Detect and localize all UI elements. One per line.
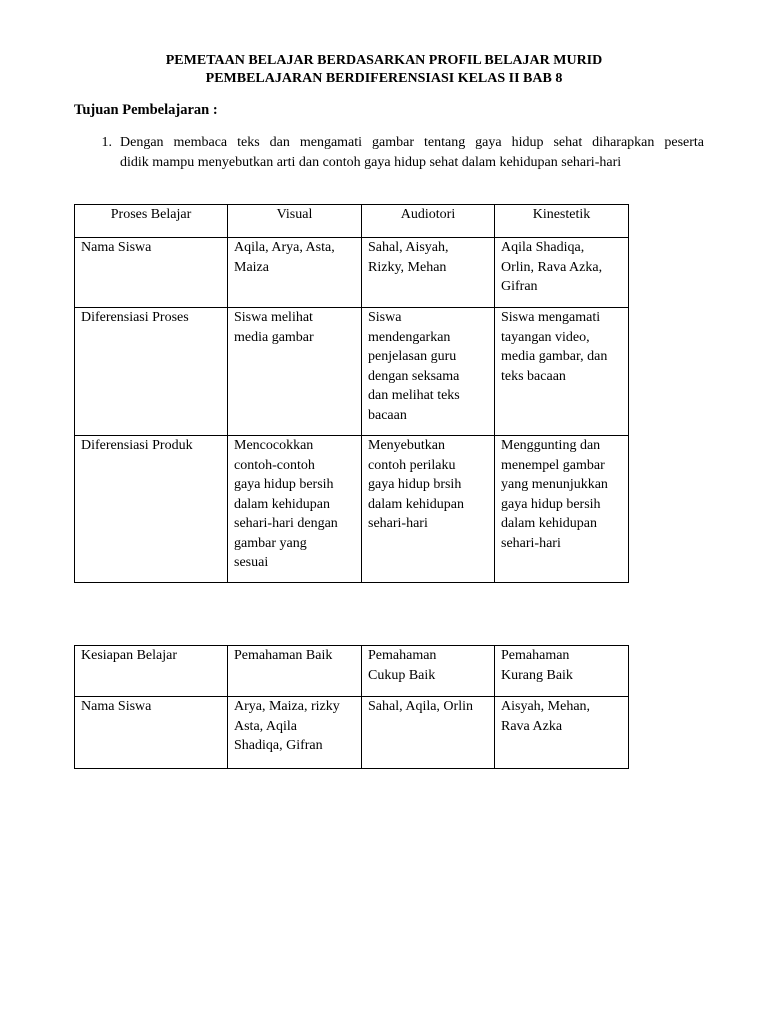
cell-line: bacaan bbox=[368, 407, 407, 423]
cell-line: contoh perilaku bbox=[368, 457, 456, 473]
cell-line: Sahal, Aqila, Orlin bbox=[368, 699, 473, 714]
cell-line: dengan seksama bbox=[368, 368, 460, 384]
cell-line: tayangan video, bbox=[501, 329, 590, 345]
objective-text-line: Dengan membaca teks dan mengamati gambar tentang gaya hidup sehat diharapkan peserta bbox=[120, 135, 704, 150]
cell-line: Cukup Baik bbox=[368, 667, 436, 683]
cell-line: sehari-hari bbox=[368, 516, 428, 531]
cell-line: Aqila Shadiqa, bbox=[501, 240, 585, 255]
header-cell-fair bbox=[362, 646, 495, 697]
cell-line: gambar yang bbox=[234, 535, 307, 551]
objective-text-line: didik mampu menyebutkan arti dan contoh gaya hidup sehat dalam kehidupan sehari-hari bbox=[120, 155, 622, 170]
cell-line: menempel gambar bbox=[501, 457, 605, 473]
objective-heading: Tujuan Pembelajaran : bbox=[74, 102, 218, 118]
cell-line: Pemahaman bbox=[501, 648, 570, 663]
cell-line: gaya hidup brsih bbox=[368, 477, 462, 492]
cell-audiotori bbox=[362, 436, 495, 583]
cell-line: Arya, Maiza, rizky bbox=[234, 699, 340, 714]
cell-line: penjelasan guru bbox=[368, 349, 457, 364]
cell-line: dalam kehidupan bbox=[234, 496, 331, 512]
learning-style-table bbox=[74, 204, 629, 583]
header-cell-good bbox=[228, 646, 362, 697]
cell-audiotori bbox=[362, 238, 495, 308]
objective-list bbox=[74, 133, 704, 173]
cell-line: Gifran bbox=[501, 279, 538, 294]
cell-line: Pemahaman bbox=[368, 648, 437, 663]
cell-line: Orlin, Rava Azka, bbox=[501, 259, 603, 275]
cell-line: Siswa melihat bbox=[234, 310, 313, 325]
cell-line: teks bacaan bbox=[501, 368, 566, 384]
cell-visual bbox=[228, 308, 362, 436]
header-cell-process: Proses Belajar bbox=[75, 205, 228, 238]
row-label: Diferensiasi Produk bbox=[75, 436, 228, 583]
row-label: Nama Siswa bbox=[75, 238, 228, 308]
cell-line: Pemahaman Baik bbox=[234, 648, 333, 663]
cell-line: Kurang Baik bbox=[501, 667, 573, 683]
cell-line: Menyebutkan bbox=[368, 438, 445, 453]
row-label: Diferensiasi Proses bbox=[75, 308, 228, 436]
cell-line: Siswa bbox=[368, 310, 402, 325]
cell-kinestetik bbox=[495, 436, 629, 583]
cell-line: Rizky, Mehan bbox=[368, 259, 447, 275]
document-title-line-2: PEMBELAJARAN BERDIFERENSIASI KELAS II BAB 8 bbox=[205, 71, 563, 86]
header-cell-kinestetik: Kinestetik bbox=[495, 205, 629, 238]
row-label: Nama Siswa bbox=[75, 697, 228, 769]
objective-text bbox=[120, 133, 704, 173]
cell-poor bbox=[495, 697, 629, 769]
cell-line: Aqila, Arya, Asta, bbox=[234, 240, 335, 255]
header-cell-poor bbox=[495, 646, 629, 697]
cell-kinestetik bbox=[495, 238, 629, 308]
cell-line: media gambar, dan bbox=[501, 349, 608, 364]
cell-line: yang menunjukkan bbox=[501, 477, 608, 492]
cell-line: Rava Azka bbox=[501, 718, 563, 734]
cell-line: Asta, Aqila bbox=[234, 718, 297, 734]
table-header-row bbox=[75, 646, 629, 697]
document-title-line-1: PEMETAAN BELAJAR BERDASARKAN PROFIL BELAJAR MURID bbox=[165, 53, 603, 68]
objective-item bbox=[74, 133, 704, 173]
table-row bbox=[75, 238, 629, 308]
cell-line: Sahal, Aisyah, bbox=[368, 240, 449, 255]
cell-line: dalam kehidupan bbox=[368, 496, 465, 512]
cell-visual bbox=[228, 238, 362, 308]
objective-number: 1. bbox=[101, 135, 112, 150]
cell-line: contoh-contoh bbox=[234, 457, 315, 473]
cell-line: Shadiqa, Gifran bbox=[234, 738, 323, 753]
header-cell-visual: Visual bbox=[228, 205, 362, 238]
cell-kinestetik bbox=[495, 308, 629, 436]
cell-line: media gambar bbox=[234, 329, 314, 345]
readiness-table bbox=[74, 645, 629, 769]
table-row bbox=[75, 308, 629, 436]
cell-line: Maiza bbox=[234, 259, 269, 275]
cell-visual bbox=[228, 436, 362, 583]
cell-line: Mencocokkan bbox=[234, 438, 314, 453]
cell-line: Aisyah, Mehan, bbox=[501, 699, 591, 714]
table-row bbox=[75, 697, 629, 769]
cell-line: gaya hidup bersih bbox=[234, 477, 334, 492]
cell-good bbox=[228, 697, 362, 769]
header-cell-readiness bbox=[75, 646, 228, 697]
cell-line: dan melihat teks bbox=[368, 388, 460, 403]
cell-line: mendengarkan bbox=[368, 329, 451, 345]
header-cell-audiotori: Audiotori bbox=[362, 205, 495, 238]
cell-line: gaya hidup bersih bbox=[501, 496, 601, 512]
cell-line: Siswa mengamati bbox=[501, 310, 601, 325]
cell-line: dalam kehidupan bbox=[501, 516, 598, 531]
table-header-row bbox=[75, 205, 629, 238]
cell-line: Kesiapan Belajar bbox=[81, 648, 178, 663]
cell-line: sehari-hari dengan bbox=[234, 516, 338, 531]
cell-fair bbox=[362, 697, 495, 769]
cell-audiotori bbox=[362, 308, 495, 436]
table-row bbox=[75, 436, 629, 583]
cell-line: Menggunting dan bbox=[501, 438, 601, 453]
cell-line: sehari-hari bbox=[501, 535, 561, 551]
cell-line: sesuai bbox=[234, 555, 269, 570]
